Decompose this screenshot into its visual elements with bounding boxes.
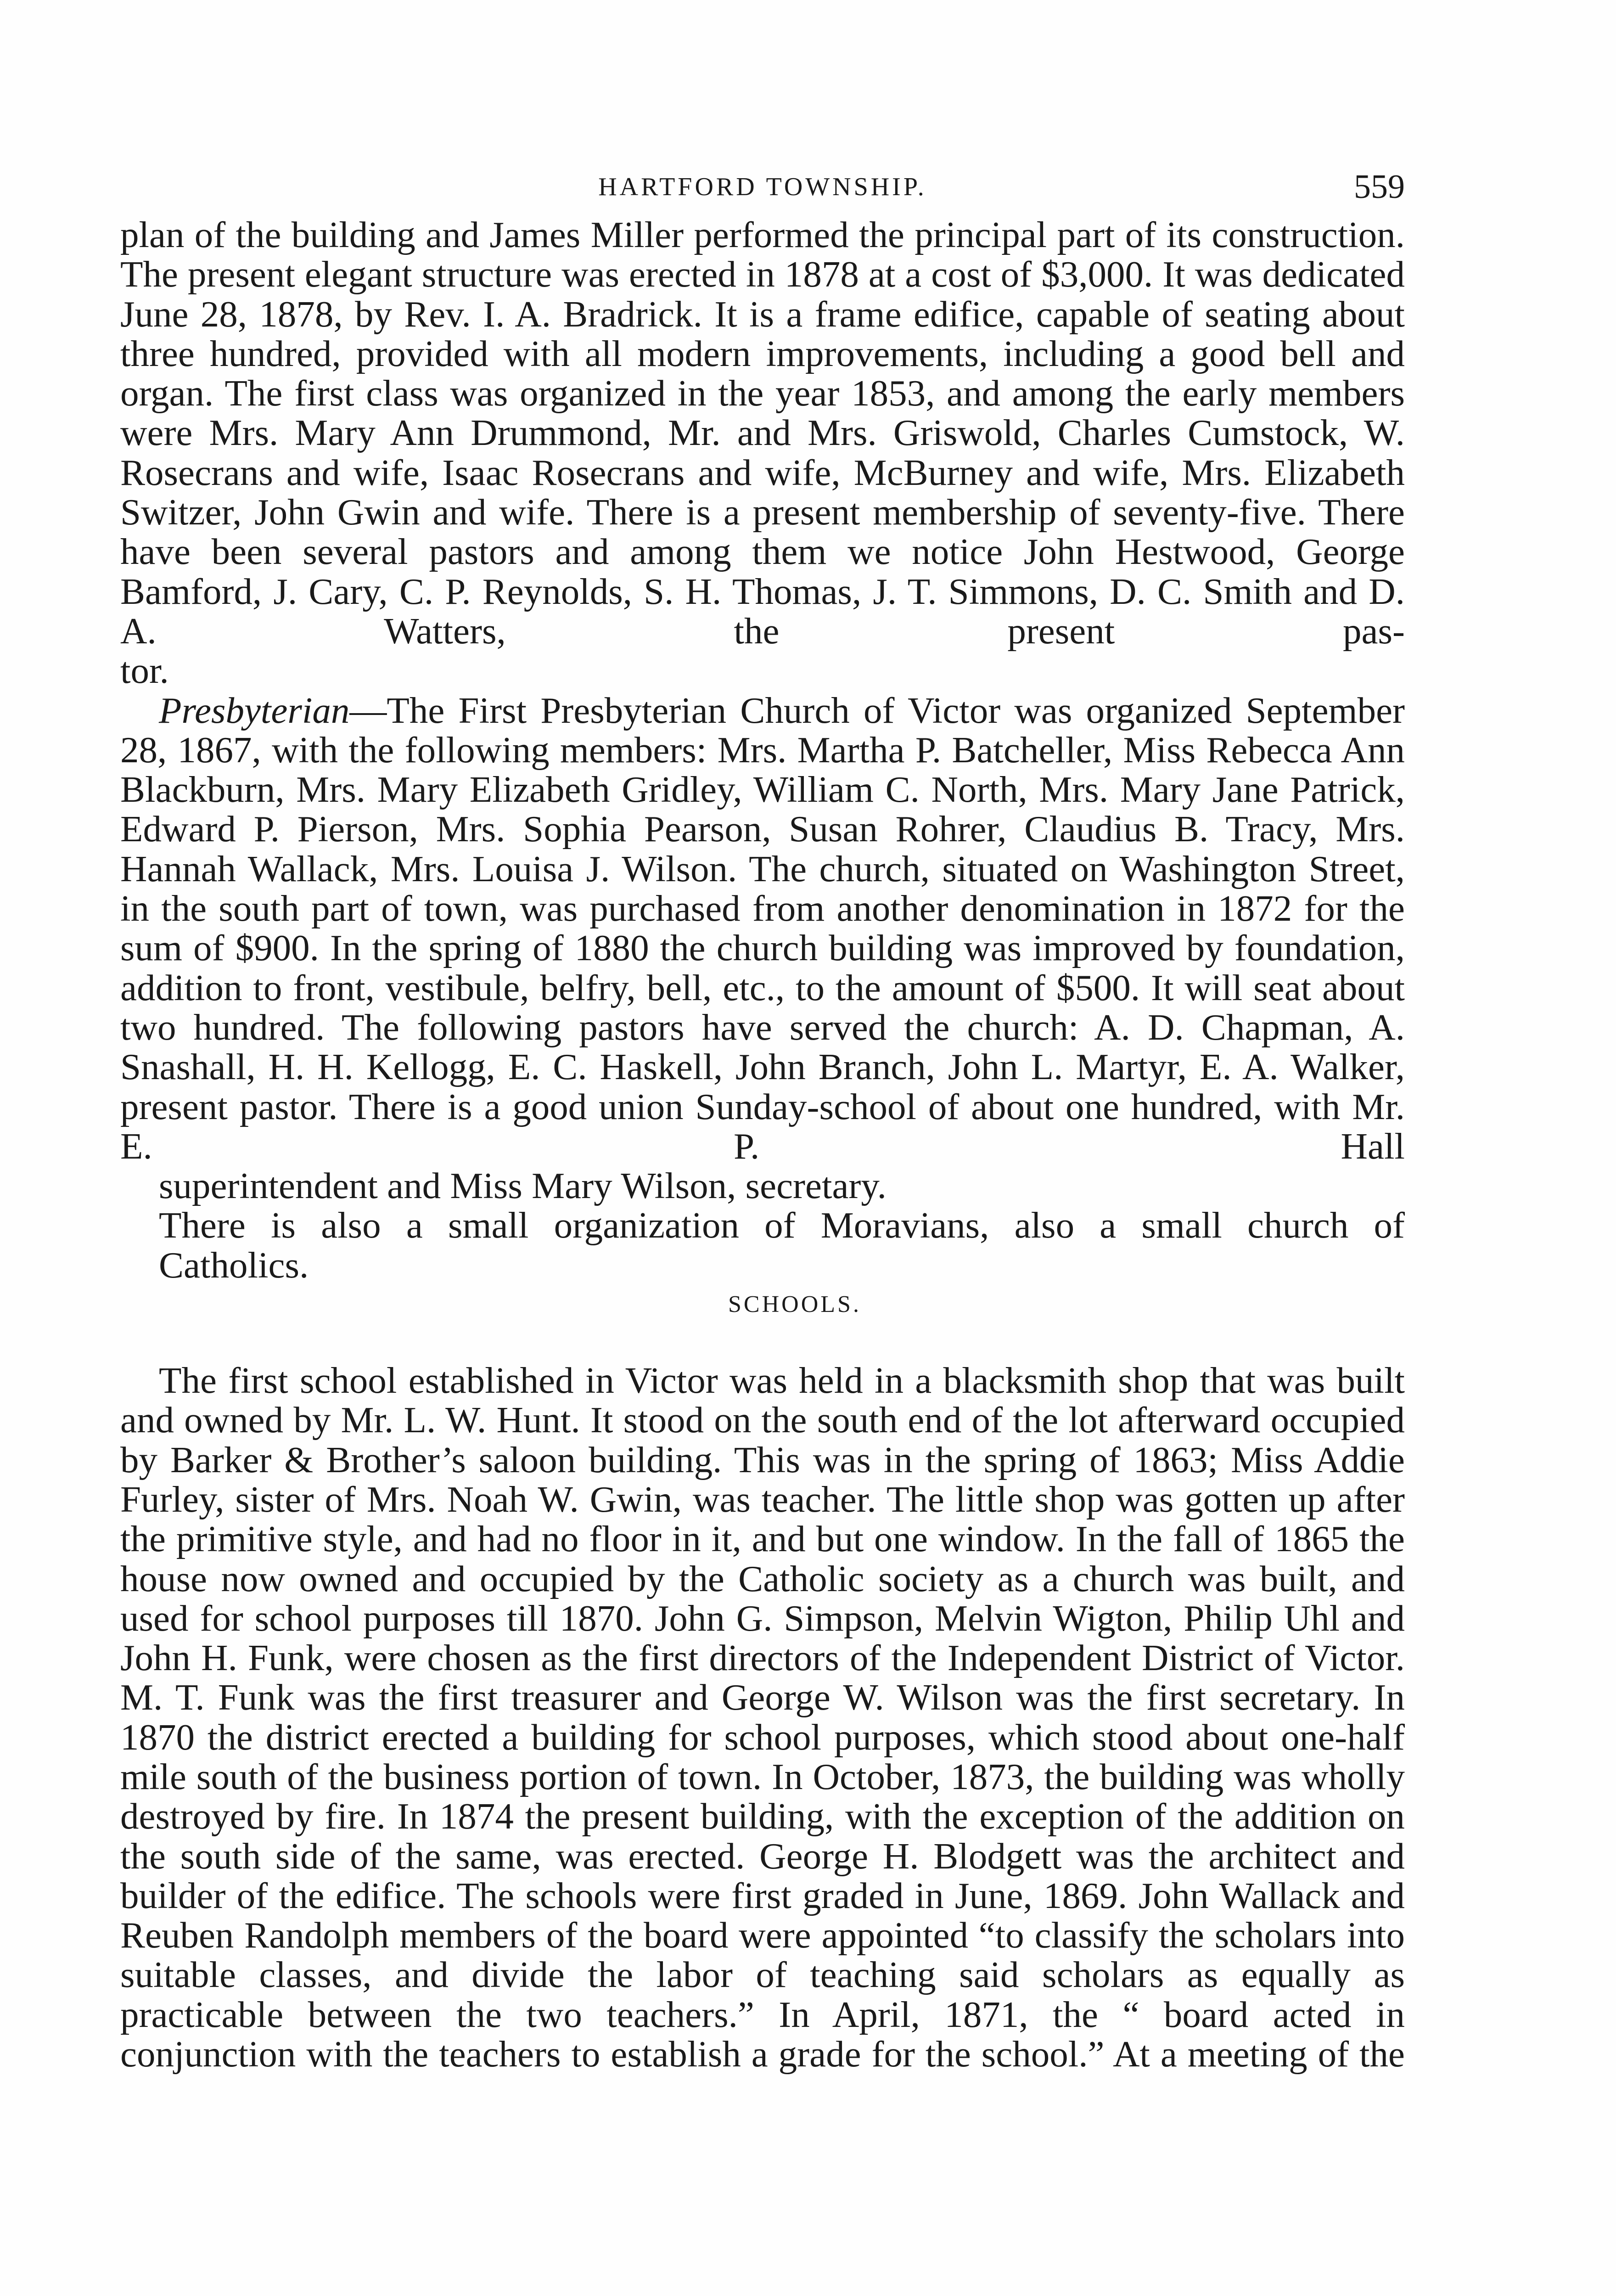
running-title: HARTFORD TOWNSHIP. (598, 173, 927, 201)
paragraph-text: plan of the building and James Miller performed the principal part of its construction. The present elegant structure was erected in 1878 at a cost of $3,000. It was dedicated June 28, 1878, by Rev. I. A. Bradrick. It is a frame edifice, capable of seating about three hundred, provided with all modern improvements, including a good bell and organ. The first class was organized in the year 1853, and among the early members were Mrs. Mary Ann Drummond, Mr. and Mrs. Griswold, Charles Cumstock, W. Rosecrans and wife, Isaac Rosecrans and wife, McBurney and wife, Mrs. Elizabeth Switzer, John Gwin and wife. There is a present membership of seventy-five. There have been several pastors and among them we notice John Hestwood, George Bamford, J. Cary, C. P. Reynolds, S. H. Thomas, J. T. Simmons, D. C. Smith and D. A. Watters, the present pas- (120, 214, 1405, 652)
section-heading-schools: SCHOOLS. (728, 1291, 861, 1318)
paragraph-text: The first school established in Victor was held in a blacksmith shop that was built and owned by Mr. L. W. Hunt. It stood on the south end of the lot afterward occupied by Barker & Brother’s saloon building. This was in the spring of 1863; Miss Addie Furley, sister of Mrs. Noah W. Gwin, was teacher. The little shop was gotten up after the primitive style, and had no floor in it, and but one window. In the fall of 1865 the house now owned and occupied by the Catholic society as a church was built, and used for school purposes till 1870. John G. Simpson, Melvin Wigton, Philip Uhl and John H. Funk, were chosen as the first directors of the Independent District of Victor. M. T. Funk was the first treasurer and George W. Wilson was the first secretary. In 1870 the district erected a building for school purposes, which stood about one-half mile south of the business portion of town. In October, 1873, the building was wholly destroyed by fire. In 1874 the present building, with the exception of the addition on the south side of the same, was erected. George H. Blodgett was the architect and builder of the edifice. The schools were first graded in June, 1869. John Wallack and Reuben Randolph members of the board were appointed “to classify the scholars into suitable classes, and divide the labor of teaching said scholars as equally as practicable between the two teachers.” In April, 1871, the “ board acted in conjunction with the teachers to establish a grade for the school.” At a meeting of the (120, 1360, 1405, 2075)
body-text (120, 215, 1405, 2074)
paragraph-schools (120, 1361, 1405, 2074)
paragraph-last-line: superintendent and Miss Mary Wilson, secretary. (159, 1165, 887, 1207)
run-in-heading: Presbyterian (159, 689, 350, 731)
paragraph-last-line: tor. (120, 650, 169, 692)
running-head (120, 166, 1405, 208)
paragraph-methodist-church (120, 215, 1405, 691)
page-number: 559 (1354, 168, 1405, 206)
paragraph-text: —The First Presbyterian Church of Victor was organized September 28, 1867, with the following members: Mrs. Martha P. Batcheller, Miss Rebecca Ann Blackburn, Mrs. Mary Elizabeth Gridley, William C. North, Mrs. Mary Jane Patrick, Edward P. Pierson, Mrs. Sophia Pearson, Susan Rohrer, Claudius B. Tracy, Mrs. Hannah Wallack, Mrs. Louisa J. Wilson. The church, situated on Washington Street, in the south part of town, was purchased from another denomination in 1872 for the sum of $900. In the spring of 1880 the church building was improved by foundation, addition to front, vestibule, belfry, bell, etc., to the amount of $500. It will seat about two hundred. The following pastors have served the church: A. D. Chapman, A. Snashall, H. H. Kellogg, E. C. Haskell, John Branch, John L. Martyr, E. A. Walker, present pastor. There is a good union Sunday-school of about one hundred, with Mr. E. P. Hall (120, 689, 1405, 1167)
paragraph-presbyterian-church (120, 691, 1405, 1206)
paragraph-text: There is also a small organization of Moravians, also a small church of (159, 1204, 1405, 1246)
paragraph-other-churches (120, 1205, 1405, 1285)
paragraph-last-line: Catholics. (159, 1244, 309, 1286)
